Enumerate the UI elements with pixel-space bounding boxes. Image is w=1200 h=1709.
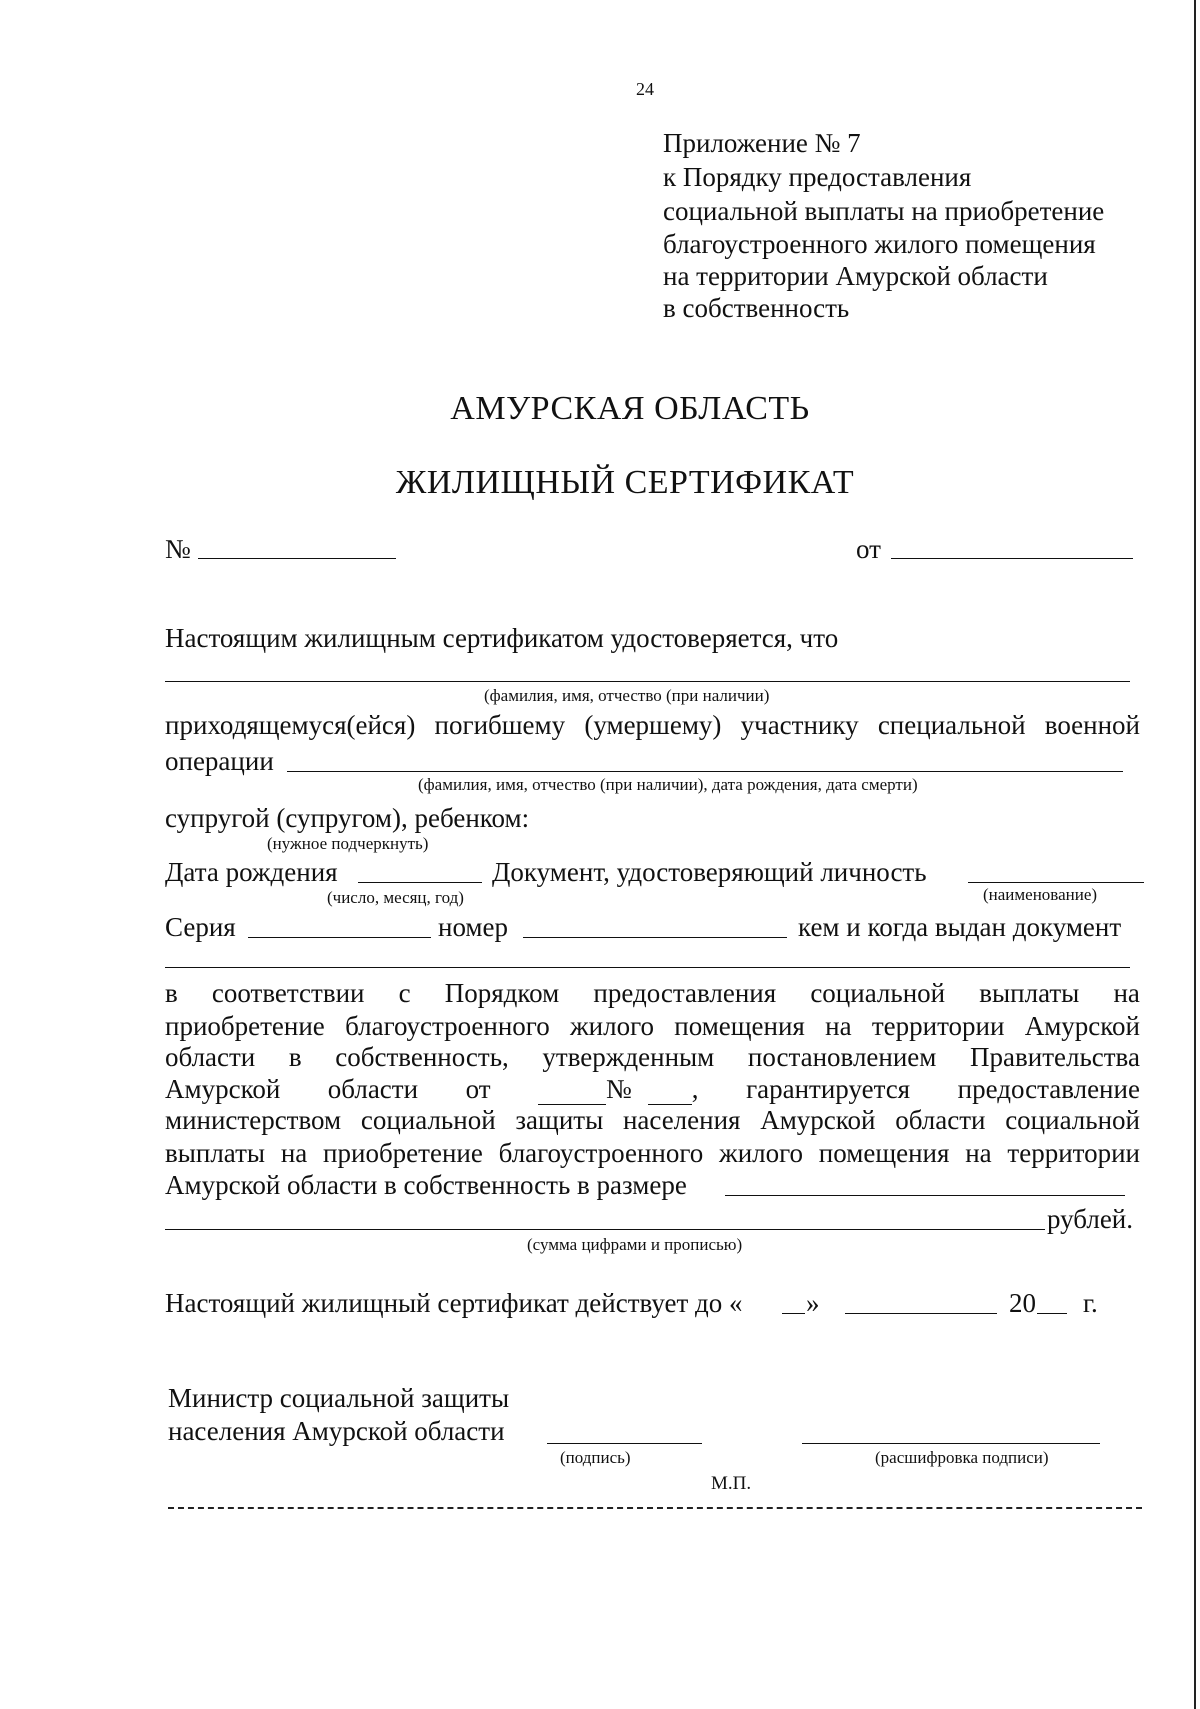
paragraph-line-4 <box>165 1073 1140 1105</box>
doc-number-label: номер <box>438 912 509 942</box>
appendix-line-2: к Порядку предоставления <box>663 162 972 192</box>
word: собственность, <box>335 1042 509 1072</box>
validity-year-field[interactable] <box>1037 1313 1067 1314</box>
paragraph-line-1 <box>165 977 1140 1009</box>
caption-deceased: (фамилия, имя, отчество (при наличии), дата рождения, дата смерти) <box>418 775 918 794</box>
issued-by-field[interactable] <box>165 967 1130 968</box>
word: утвержденным <box>542 1042 715 1072</box>
page-number: 24 <box>636 79 654 99</box>
word: Правительства <box>970 1042 1140 1072</box>
certificate-title: ЖИЛИЩНЫЙ СЕРТИФИКАТ <box>395 464 855 501</box>
relation-text-line1: приходящемуся(ейся) погибшему (умершему) участнику специальной военной <box>165 710 1140 740</box>
series-field[interactable] <box>248 937 431 938</box>
certificate-date-label: от <box>856 534 881 564</box>
word: гарантируется <box>746 1074 911 1104</box>
caption-doc-name: (наименование) <box>983 885 1098 904</box>
certificate-number-label: № <box>165 534 191 564</box>
word: предоставление <box>957 1074 1140 1104</box>
validity-day-field[interactable] <box>782 1313 805 1314</box>
amount-field-line2[interactable] <box>165 1229 1045 1230</box>
deceased-participant-field[interactable] <box>287 771 1123 772</box>
paragraph-line-6: выплаты на приобретение благоустроенного жилого помещения на территории <box>165 1138 1140 1168</box>
caption-underline-needed: (нужное подчеркнуть) <box>267 834 429 853</box>
decree-ref <box>538 1073 699 1105</box>
identity-doc-field[interactable] <box>968 882 1144 883</box>
word: области <box>165 1042 256 1072</box>
word: социальной <box>810 978 946 1008</box>
certificate-number-field[interactable] <box>198 558 396 559</box>
appendix-line-1: Приложение № 7 <box>663 128 861 158</box>
word: предоставления <box>593 978 777 1008</box>
validity-month-field[interactable] <box>845 1313 997 1314</box>
word: соответствии <box>211 978 365 1008</box>
caption-fio: (фамилия, имя, отчество (при наличии) <box>484 686 770 705</box>
scan-edge <box>1194 0 1196 1709</box>
decree-number-field[interactable] <box>648 1079 692 1105</box>
word: от <box>465 1074 491 1104</box>
series-label: Серия <box>165 912 236 942</box>
word: области <box>327 1074 419 1104</box>
signature-field[interactable] <box>547 1443 702 1444</box>
caption-sum: (сумма цифрами и прописью) <box>527 1235 743 1254</box>
certificate-date-field[interactable] <box>891 558 1133 559</box>
spouse-child-text: супругой (супругом), ребенком: <box>165 803 530 833</box>
stamp-place: М.П. <box>711 1473 752 1494</box>
minister-title-line2: населения Амурской области <box>168 1416 505 1446</box>
decree-date-field[interactable] <box>538 1079 606 1105</box>
cut-line <box>168 1507 1142 1509</box>
paragraph-line-7: Амурской области в собственность в размере <box>165 1170 687 1200</box>
amount-field-line1[interactable] <box>725 1195 1125 1196</box>
appendix-line-6: в собственность <box>663 293 850 323</box>
validity-quote-close: » <box>806 1288 820 1318</box>
decree-number-sign: № <box>606 1074 632 1104</box>
validity-year-prefix: 20 <box>1009 1288 1036 1318</box>
word: выплаты <box>979 978 1080 1008</box>
issued-by-label: кем и когда выдан документ <box>798 912 1122 942</box>
caption-decoding: (расшифровка подписи) <box>875 1448 1049 1467</box>
word: Амурской <box>165 1074 281 1104</box>
relation-text-line2: операции <box>165 746 274 776</box>
word: Порядком <box>444 978 560 1008</box>
caption-date: (число, месяц, год) <box>327 888 464 907</box>
caption-signature: (подпись) <box>560 1448 631 1467</box>
validity-text: Настоящий жилищный сертификат действует до « <box>165 1288 743 1318</box>
rubles-label: рублей. <box>1047 1204 1134 1234</box>
birth-date-field[interactable] <box>358 882 482 883</box>
paragraph-line-3 <box>165 1041 1140 1073</box>
paragraph-line-2: приобретение благоустроенного жилого помещения на территории Амурской <box>165 1011 1140 1041</box>
certify-text: Настоящим жилищным сертификатом удостоверяется, что <box>165 623 839 653</box>
appendix-line-3: социальной выплаты на приобретение <box>663 196 1105 226</box>
recipient-name-field[interactable] <box>165 681 1130 682</box>
comma: , <box>691 1074 699 1104</box>
word: в <box>165 978 178 1008</box>
region-heading: АМУРСКАЯ ОБЛАСТЬ <box>450 390 810 427</box>
minister-title-line1: Министр социальной защиты <box>168 1383 510 1413</box>
paragraph-line-5: министерством социальной защиты населения Амурской области социальной <box>165 1105 1140 1135</box>
validity-year-suffix: г. <box>1083 1288 1098 1318</box>
word: в <box>288 1042 302 1072</box>
doc-number-field[interactable] <box>523 937 787 938</box>
appendix-line-4: благоустроенного жилого помещения <box>663 229 1096 259</box>
identity-doc-label: Документ, удостоверяющий личность <box>492 857 927 887</box>
appendix-line-5: на территории Амурской области <box>663 261 1048 291</box>
word: на <box>1113 978 1140 1008</box>
word: постановлением <box>747 1042 937 1072</box>
signature-decoding-field[interactable] <box>802 1443 1100 1444</box>
word: с <box>398 978 411 1008</box>
birth-date-label: Дата рождения <box>165 857 338 887</box>
